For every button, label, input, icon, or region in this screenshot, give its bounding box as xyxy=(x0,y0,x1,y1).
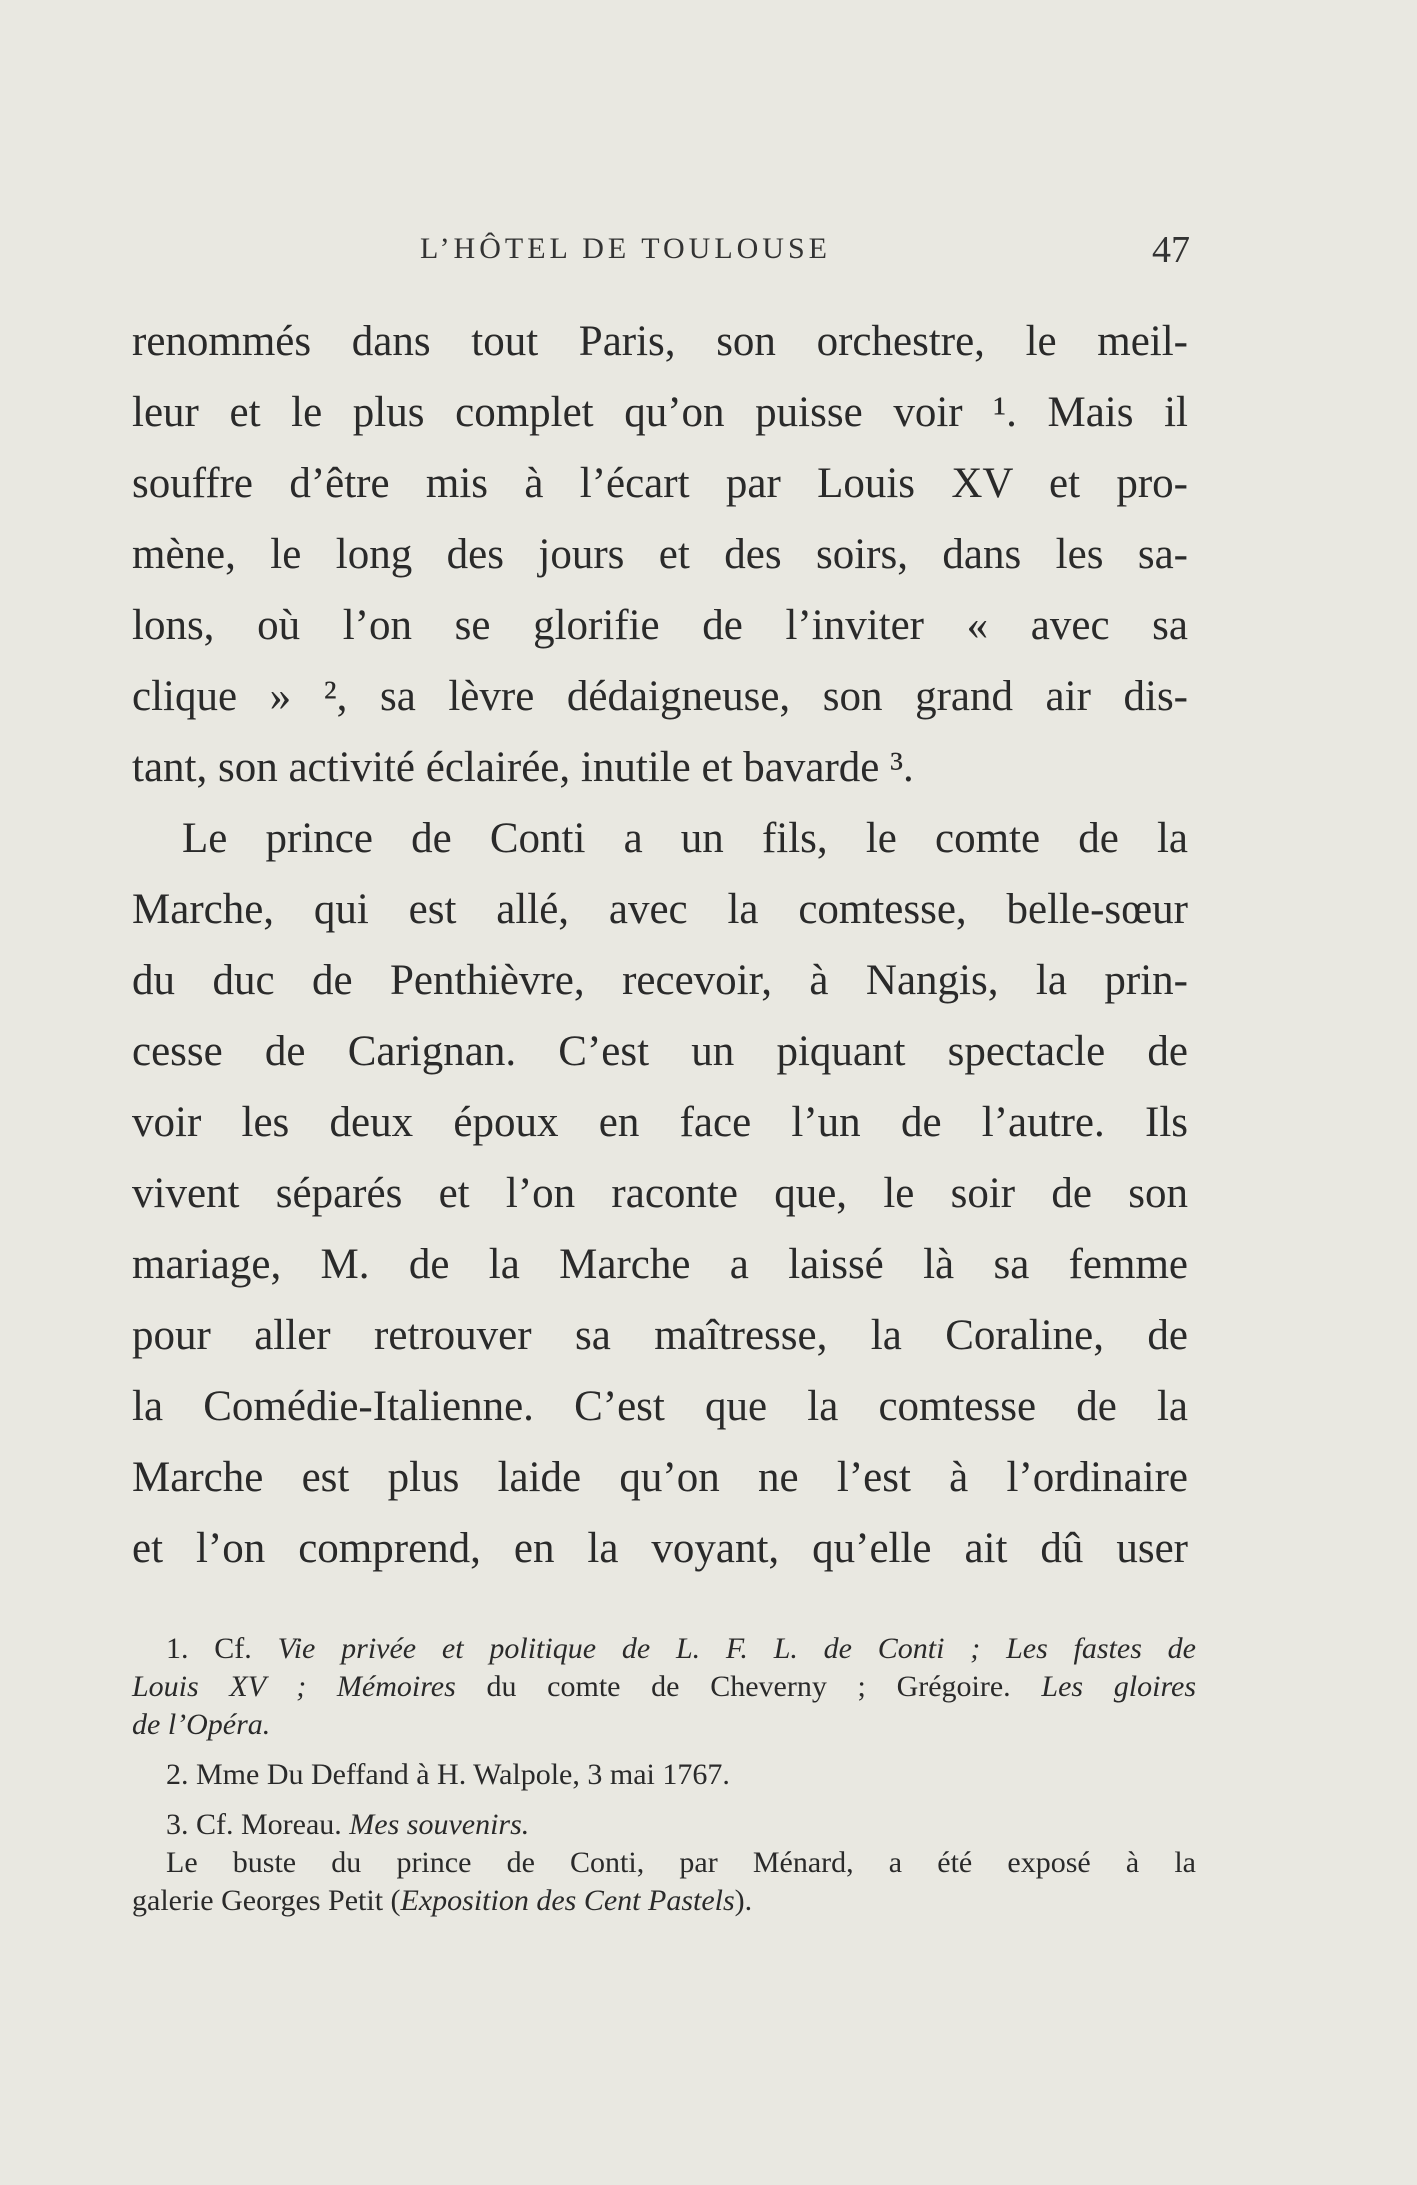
text-line: lons, où l’on se glorifie de l’inviter « avec sa xyxy=(132,602,1188,649)
footnote-text: galerie Georges Petit ( xyxy=(132,1884,401,1917)
page-number: 47 xyxy=(1152,229,1190,271)
text-line: mène, le long des jours et des soirs, dans les sa- xyxy=(132,531,1188,578)
footnote-italic: Vie privée et politique de L. F. L. de Conti ; Les fastes de xyxy=(277,1632,1197,1665)
body-text xyxy=(132,306,1188,1584)
text-line: souffre d’être mis à l’écart par Louis XV et pro- xyxy=(132,460,1188,507)
footnote-italic: de l’Opéra. xyxy=(132,1708,271,1741)
footnote-2-line: 2. Mme Du Deffand à H. Walpole, 3 mai 1767. xyxy=(166,1758,730,1791)
footnote-text: ). xyxy=(734,1884,753,1917)
footnote-text: 3. Cf. Moreau. xyxy=(166,1808,350,1841)
running-head xyxy=(130,229,1190,278)
text-line: mariage, M. de la Marche a laissé là sa femme xyxy=(132,1241,1188,1288)
running-title: L’HÔTEL DE TOULOUSE xyxy=(420,232,831,265)
text-line: Marche, qui est allé, avec la comtesse, belle-sœur xyxy=(132,886,1188,933)
footnote-number: 1. Cf. xyxy=(166,1632,278,1665)
footnote-italic: Mes souvenirs. xyxy=(349,1808,530,1841)
footnote-text: du comte de Cheverny ; Grégoire. xyxy=(455,1670,1042,1703)
text-line: la Comédie-Italienne. C’est que la comtesse de la xyxy=(132,1383,1188,1430)
footnote-3-line: Le buste du prince de Conti, par Ménard, a été exposé à la xyxy=(166,1846,1196,1879)
footnotes xyxy=(132,1630,1196,1920)
footnote-1-line xyxy=(132,1706,1196,1744)
text-line: Le prince de Conti a un fils, le comte de la xyxy=(182,815,1188,862)
text-line: et l’on comprend, en la voyant, qu’elle ait dû user xyxy=(132,1525,1188,1572)
text-line: vivent séparés et l’on raconte que, le soir de son xyxy=(132,1170,1188,1217)
text-line: voir les deux époux en face l’un de l’autre. Ils xyxy=(132,1099,1188,1146)
text-line: cesse de Carignan. C’est un piquant spectacle de xyxy=(132,1028,1188,1075)
footnote-italic: Louis XV ; Mémoires xyxy=(132,1670,456,1703)
footnote-1-line xyxy=(132,1668,1196,1706)
text-line: pour aller retrouver sa maîtresse, la Coraline, de xyxy=(132,1312,1188,1359)
text-line: tant, son activité éclairée, inutile et bavarde ³. xyxy=(132,744,914,791)
text-line: Marche est plus laide qu’on ne l’est à l’ordinaire xyxy=(132,1454,1188,1501)
footnote-3-line xyxy=(132,1882,1196,1920)
footnote-1-line xyxy=(132,1630,1196,1668)
text-line: clique » ², sa lèvre dédaigneuse, son grand air dis- xyxy=(132,673,1188,720)
footnote-italic: Les gloires xyxy=(1041,1670,1196,1703)
text-line: leur et le plus complet qu’on puisse voir ¹. Mais il xyxy=(132,389,1188,436)
text-line: renommés dans tout Paris, son orchestre, le meil- xyxy=(132,318,1188,365)
footnote-3-line xyxy=(132,1806,1196,1844)
footnote-italic: Exposition des Cent Pastels xyxy=(400,1884,735,1917)
text-line: du duc de Penthièvre, recevoir, à Nangis, la prin- xyxy=(132,957,1188,1004)
